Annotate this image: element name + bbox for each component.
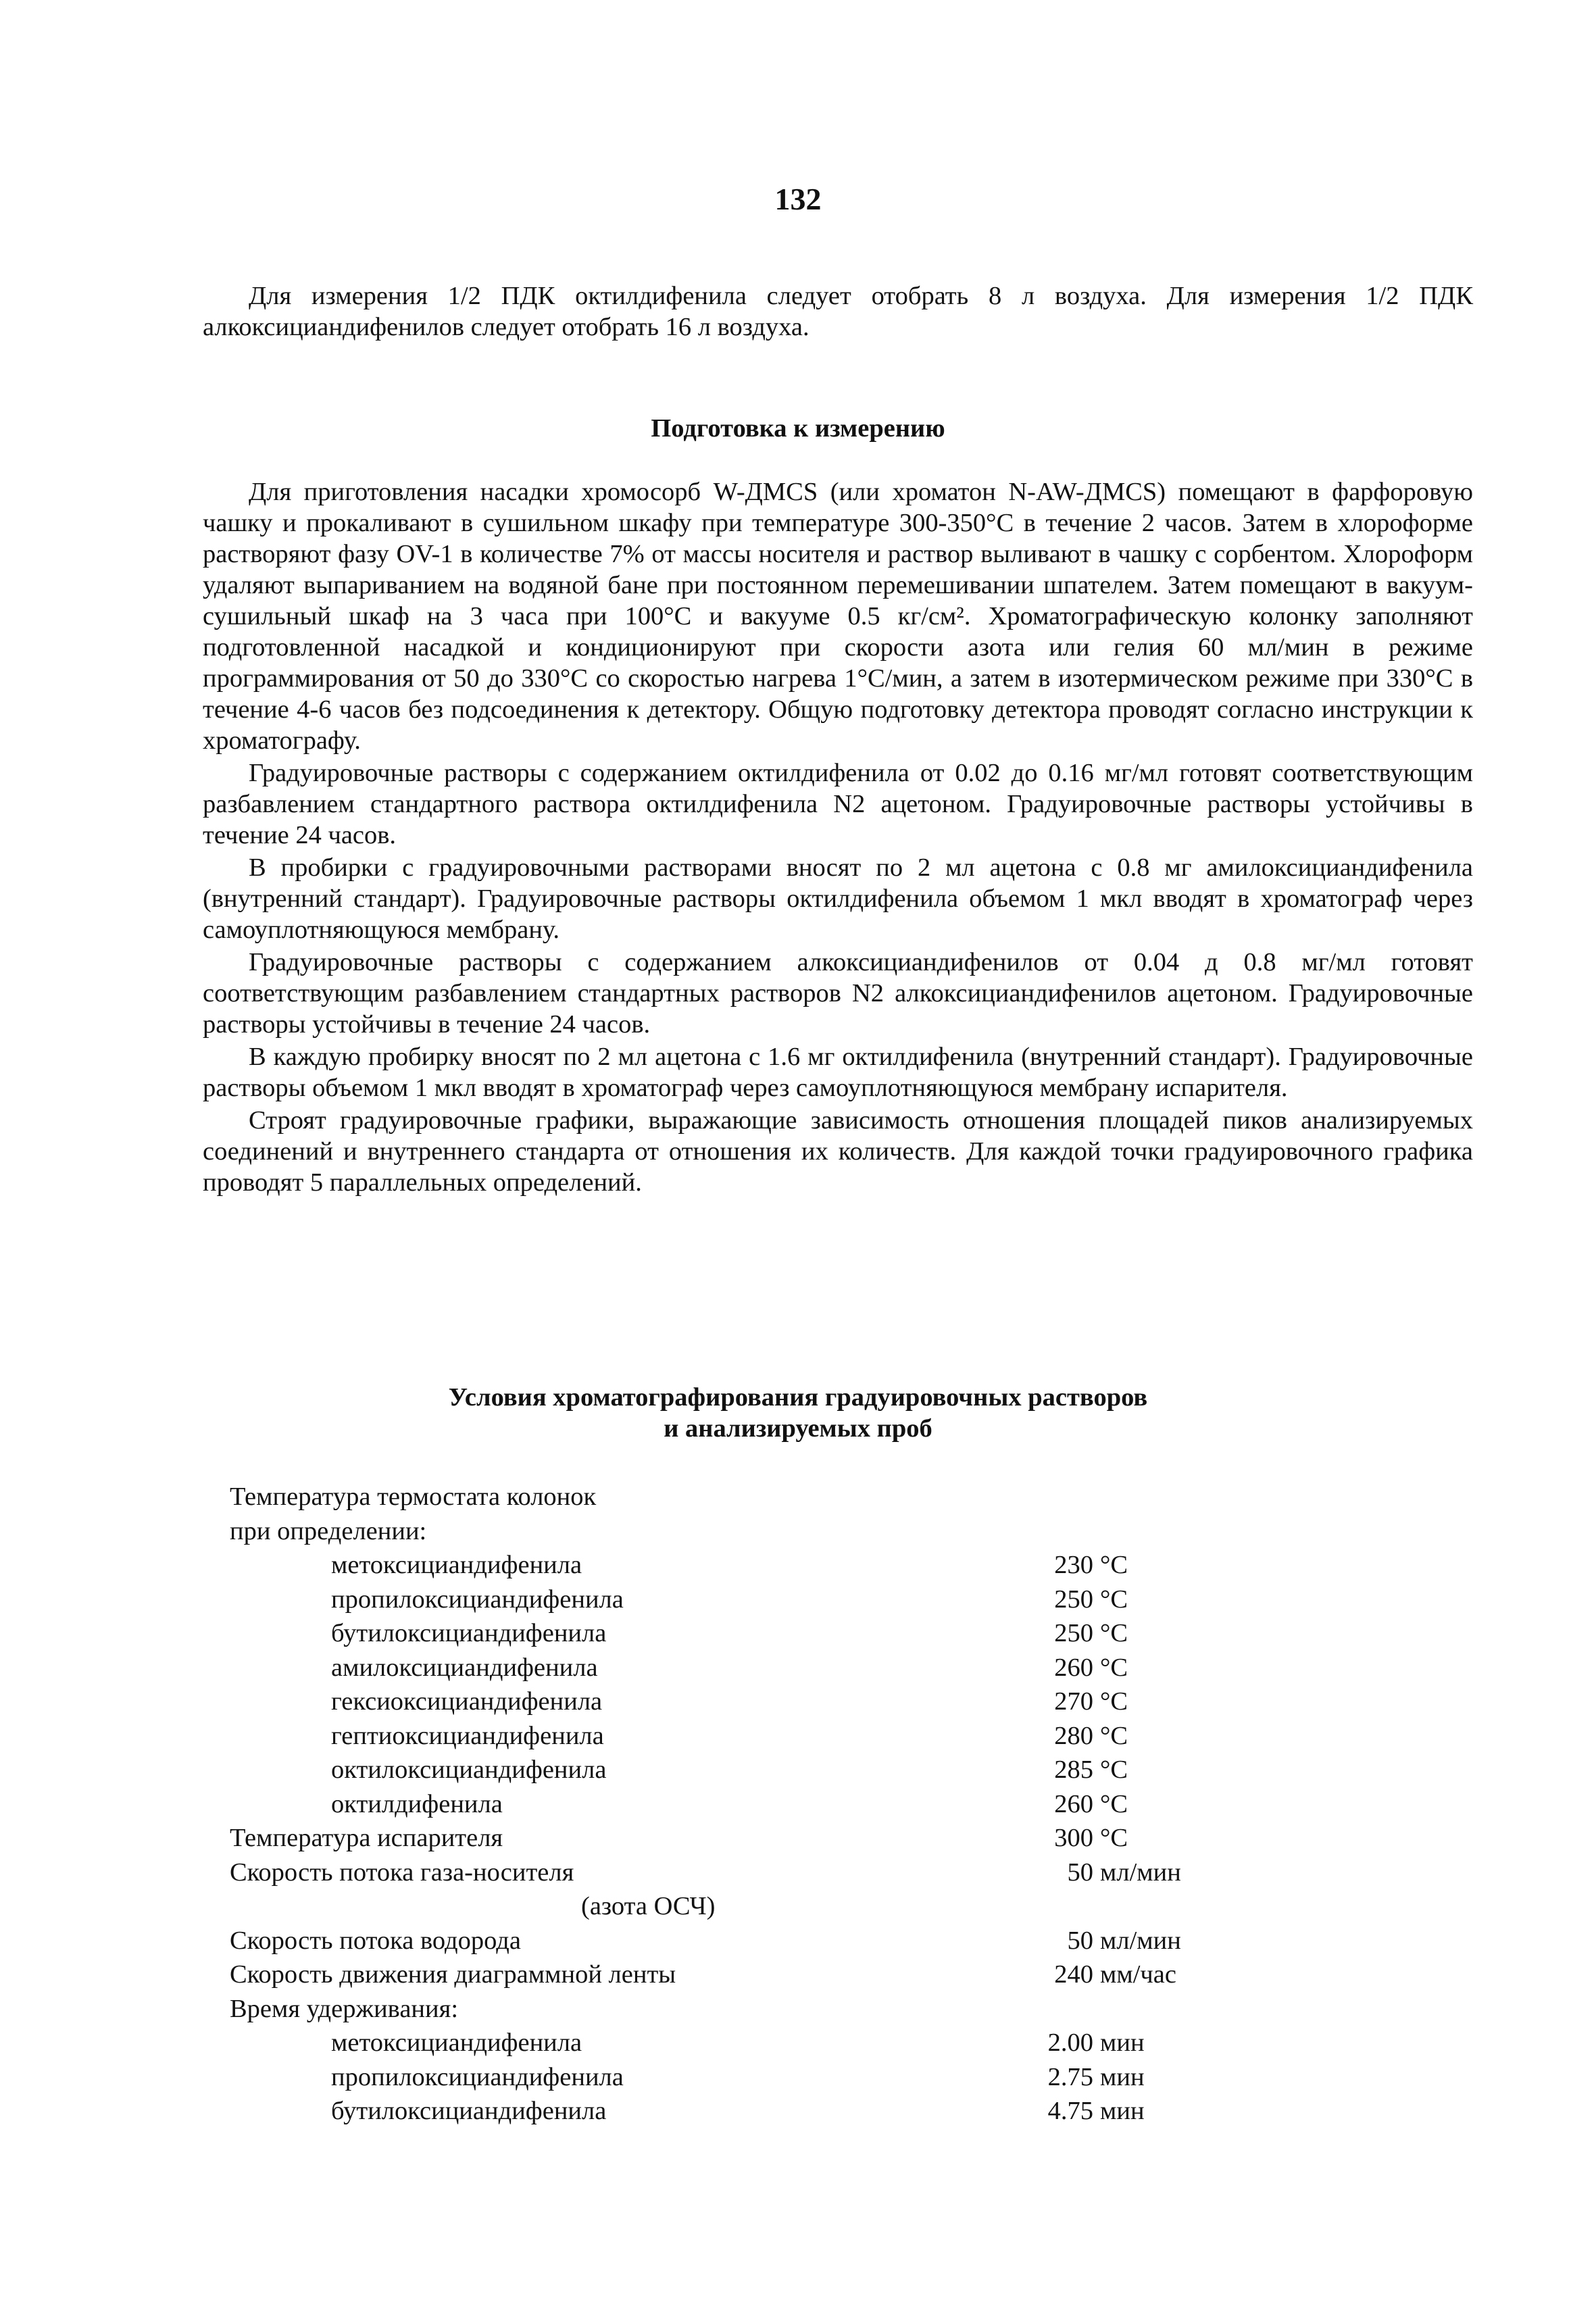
condition-label: бутилоксициандифенила bbox=[331, 1619, 607, 1647]
condition-unit: °С bbox=[1100, 1619, 1128, 1647]
condition-unit: °С bbox=[1100, 1789, 1128, 1818]
conditions-heading-line-2: и анализируемых проб bbox=[664, 1414, 932, 1443]
condition-unit: °С bbox=[1100, 1721, 1128, 1750]
condition-row bbox=[230, 2026, 1378, 2060]
condition-label: гептиоксициандифенила bbox=[331, 1721, 604, 1750]
condition-unit: °С bbox=[1100, 1585, 1128, 1614]
condition-row bbox=[230, 1616, 1378, 1651]
condition-value: 250 bbox=[1054, 1619, 1093, 1647]
condition-row bbox=[230, 1856, 1378, 1890]
condition-row bbox=[230, 1753, 1378, 1787]
condition-label: (азота ОСЧ) bbox=[581, 1892, 716, 1920]
prep-paragraph-1: Для приготовления насадки хромосорб W-ДМCS (или хроматон N-AW-ДМCS) помещают в фарфоровую чашку и прокаливают в сушильном шкафу при температуре 300-350°С в течение 2 часов. Затем в хлороформе растворяют фазу OV-1 в количестве 7% от массы носителя и раствор выливают в чашку с сорбентом. Хлороформ удаляют выпариванием на водяной бане при постоянном перемешивании шпателем. Затем помещают в вакуум-сушильный шкаф на 3 часа при 100°С и вакууме 0.5 кг/см². Хроматографическую колонку заполняют подготовленной насадкой и кондиционируют при скорости азота или гелия 60 мл/мин в режиме программирования от 50 до 330°С со скоростью нагрева 1°С/мин, а затем в изотермическом режиме при 330°С в течение 4-6 часов без подсоединения к детектору. Общую подготовку детектора проводят согласно инструкции к хроматографу. bbox=[203, 478, 1473, 755]
condition-row bbox=[230, 1651, 1378, 1685]
condition-label: октилоксициандифенила bbox=[331, 1756, 607, 1784]
condition-label: Скорость движения диаграммной ленты bbox=[230, 1960, 676, 1989]
section-heading-conditions bbox=[0, 1382, 1596, 1444]
intro-text: Для измерения 1/2 ПДК октилдифенила следует отобрать 8 л воздуха. Для измерения 1/2 ПДК алкоксициандифенилов следует отобрать 16 л воздуха. bbox=[203, 282, 1473, 341]
condition-row bbox=[230, 1480, 1378, 1514]
condition-row bbox=[230, 1719, 1378, 1753]
condition-unit: мл/мин bbox=[1100, 1926, 1181, 1955]
condition-row bbox=[230, 1514, 1378, 1549]
condition-value: 280 bbox=[1054, 1721, 1093, 1750]
condition-label: пропилоксициандифенила bbox=[331, 1585, 624, 1614]
prep-paragraph-3: В пробирки с градуировочными растворами вносят по 2 мл ацетона с 0.8 мг амилоксициандифенила (внутренний стандарт). Градуировочные растворы октилдифенила объемом 1 мкл вводят в хроматограф через самоуплотняющуюся мембрану. bbox=[203, 853, 1473, 944]
condition-label: октилдифенила bbox=[331, 1789, 503, 1818]
condition-value: 270 bbox=[1054, 1687, 1093, 1716]
condition-value: 50 bbox=[1067, 1858, 1093, 1887]
condition-row bbox=[230, 1787, 1378, 1822]
prep-paragraph-2: Градуировочные растворы с содержанием октилдифенила от 0.02 до 0.16 мг/мл готовят соответствующим разбавлением стандартного раствора октилдифенила N2 ацетоном. Градуировочные растворы устойчивы в течение 24 часов. bbox=[203, 759, 1473, 849]
prep-paragraph-5: В каждую пробирку вносят по 2 мл ацетона с 1.6 мг октилдифенила (внутренний стандарт). Градуировочные растворы объемом 1 мкл вводят в хроматограф через самоуплотняющуюся мембрану испарителя. bbox=[203, 1043, 1473, 1102]
condition-label: метоксициандифенила bbox=[331, 1551, 582, 1579]
condition-label: Температура испарителя bbox=[230, 1824, 503, 1852]
condition-unit: мин bbox=[1100, 2097, 1145, 2125]
condition-unit: мл/мин bbox=[1100, 1858, 1181, 1887]
condition-label: Скорость потока водорода bbox=[230, 1926, 521, 1955]
condition-row bbox=[230, 1958, 1378, 1992]
condition-value: 2.00 bbox=[1047, 2028, 1093, 2057]
condition-value: 240 bbox=[1054, 1960, 1093, 1989]
condition-row bbox=[230, 2060, 1378, 2095]
condition-value: 230 bbox=[1054, 1551, 1093, 1579]
condition-row bbox=[230, 1924, 1378, 1958]
condition-row bbox=[230, 1992, 1378, 2026]
condition-label: амилоксициандифенила bbox=[331, 1653, 598, 1682]
conditions-table bbox=[230, 1480, 1378, 2129]
condition-unit: °С bbox=[1100, 1653, 1128, 1682]
conditions-heading-line-1: Условия хроматографирования градуировочных растворов bbox=[448, 1383, 1148, 1412]
condition-unit: °С bbox=[1100, 1824, 1128, 1852]
condition-row bbox=[230, 1583, 1378, 1617]
condition-unit: °С bbox=[1100, 1756, 1128, 1784]
condition-unit: мин bbox=[1100, 2062, 1145, 2091]
condition-row bbox=[230, 1821, 1378, 1856]
condition-label: гексиоксициандифенила bbox=[331, 1687, 603, 1716]
condition-value: 50 bbox=[1067, 1926, 1093, 1955]
condition-label: бутилоксициандифенила bbox=[331, 2097, 607, 2125]
condition-value: 260 bbox=[1054, 1653, 1093, 1682]
prep-paragraph-6: Строят градуировочные графики, выражающие зависимость отношения площадей пиков анализируемых соединений и внутреннего стандарта от отношения их количеств. Для каждой точки градуировочного графика проводят 5 параллельных определений. bbox=[203, 1106, 1473, 1197]
condition-value: 260 bbox=[1054, 1789, 1093, 1818]
condition-value: 4.75 bbox=[1047, 2097, 1093, 2125]
condition-row bbox=[230, 1685, 1378, 1719]
condition-label: при определении: bbox=[230, 1516, 427, 1545]
preparation-section bbox=[203, 476, 1473, 1199]
section-heading-preparation: Подготовка к измерению bbox=[651, 414, 945, 443]
condition-unit: °С bbox=[1100, 1551, 1128, 1579]
condition-row bbox=[230, 1889, 1378, 1924]
condition-label: пропилоксициандифенила bbox=[331, 2062, 624, 2091]
condition-unit: °С bbox=[1100, 1687, 1128, 1716]
intro-paragraph bbox=[203, 280, 1473, 343]
condition-row bbox=[230, 2094, 1378, 2129]
condition-value: 300 bbox=[1054, 1824, 1093, 1852]
condition-label: Время удерживания: bbox=[230, 1994, 459, 2023]
condition-value: 250 bbox=[1054, 1585, 1093, 1614]
condition-row bbox=[230, 1548, 1378, 1583]
condition-unit: мин bbox=[1100, 2028, 1145, 2057]
condition-unit: мм/час bbox=[1100, 1960, 1176, 1989]
condition-label: метоксициандифенила bbox=[331, 2028, 582, 2057]
condition-value: 285 bbox=[1054, 1756, 1093, 1784]
page-number: 132 bbox=[774, 182, 822, 216]
condition-value: 2.75 bbox=[1047, 2062, 1093, 2091]
condition-label: Скорость потока газа-носителя bbox=[230, 1858, 574, 1887]
condition-label: Температура термостата колонок bbox=[230, 1483, 597, 1511]
prep-paragraph-4: Градуировочные растворы с содержанием алкоксициандифенилов от 0.04 д 0.8 мг/мл готовят соответствующим разбавлением стандартных растворов N2 алкоксициандифенилов ацетоном. Градуировочные растворы устойчивы в течение 24 часов. bbox=[203, 948, 1473, 1039]
